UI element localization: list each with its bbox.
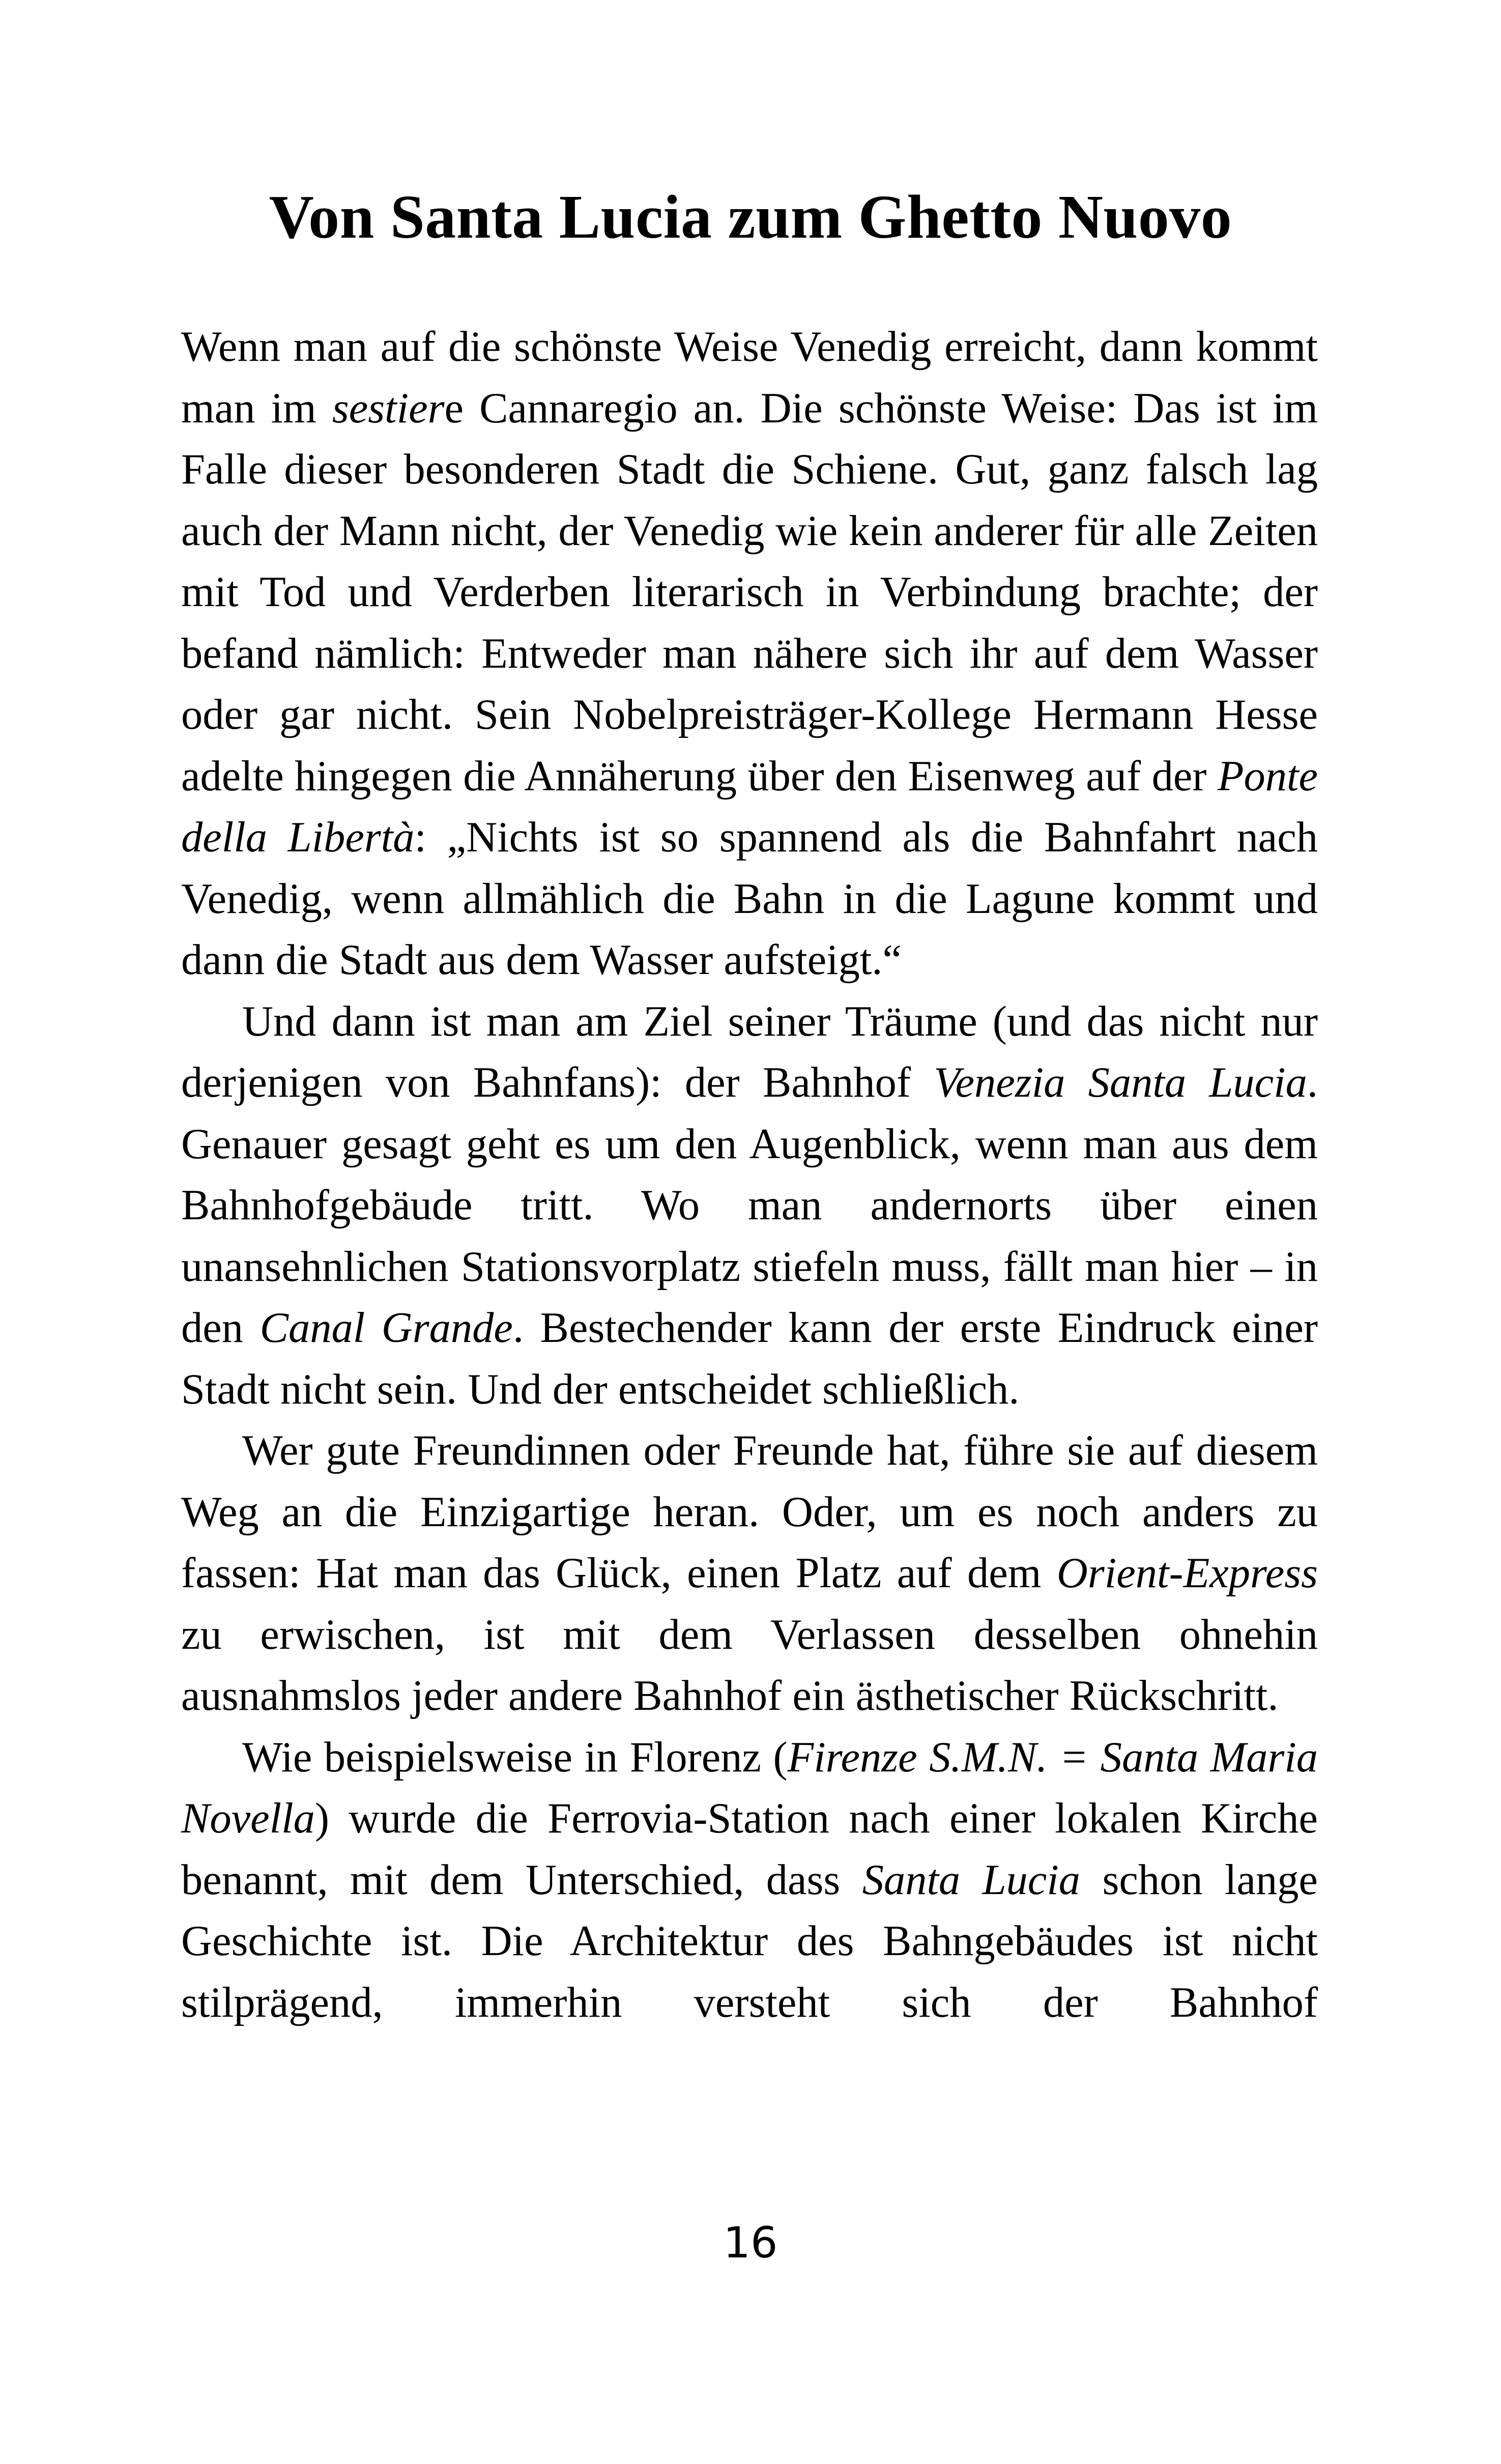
- text-run: Wie beispielsweise in Florenz (: [242, 1733, 788, 1781]
- text-run-italic: Ponte della Libertà: [181, 752, 1318, 861]
- text-run: : „Nichts ist so spannend als die Bahnfahrt nach Venedig, wenn allmählich die Bahn in die Lagune kommt und dann die Stadt aus dem Wasser aufsteigt.“: [181, 814, 1318, 984]
- paragraph-4: [181, 1727, 1318, 2034]
- text-run: zu erwischen, ist mit dem Verlassen desselben ohnehin ausnahmslos jeder andere Bahnhof ein ästhetischer Rückschritt.: [181, 1611, 1318, 1720]
- chapter-title: Von Santa Lucia zum Ghetto Nuovo: [269, 183, 1232, 251]
- text-run: Wenn man auf die schönste Weise Venedig erreicht, dann kommt man im: [181, 323, 1318, 432]
- text-run-italic: sestier: [332, 384, 445, 432]
- text-run: Wer gute Freundinnen oder Freunde hat, führe sie auf diesem Weg an die Einzigartige heran. Oder, um es noch anders zu fassen: Hat man das Glück, einen Platz auf dem: [181, 1427, 1318, 1597]
- text-run: . Bestechender kann der erste Eindruck einer Stadt nicht sein. Und der entscheidet schließlich.: [181, 1304, 1318, 1413]
- paragraph-2: [181, 991, 1318, 1421]
- text-run: e Cannaregio an. Die schönste Weise: Das ist im Falle dieser besonderen Stadt die Schiene. Gut, ganz falsch lag auch der Mann nicht, der Venedig wie kein anderer für alle Zeiten mit Tod und Verderben literarisch in Verbindung brachte; der befand nämlich: Entweder man nähere sich ihr auf dem Wasser oder gar nicht. Sein Nobelpreisträger-Kollege Hermann Hesse adelte hingegen die Annäherung über den Eisenweg auf der: [181, 384, 1318, 800]
- text-run: schon lange Geschichte ist. Die Architektur des Bahngebäudes ist nicht stilprägend, immerhin versteht sich der Bahnhof: [181, 1856, 1318, 2026]
- page-number: 16: [723, 2218, 778, 2268]
- body-text: [181, 317, 1318, 2033]
- text-run-italic: Santa Lucia: [862, 1856, 1081, 1904]
- paragraph-3: [181, 1420, 1318, 1727]
- text-run: Und dann ist man am Ziel seiner Träume (und das nicht nur derjenigen von Bahnfans): der Bahnhof: [181, 997, 1318, 1106]
- text-run-italic: Canal Grande: [259, 1304, 513, 1352]
- text-run: ) wurde die Ferrovia-Station nach einer lokalen Kirche benannt, mit dem Unterschied, dass: [181, 1795, 1318, 1904]
- text-run-italic: Orient-Express: [1056, 1550, 1318, 1597]
- text-run: . Genauer gesagt geht es um den Augenblick, wenn man aus dem Bahnhofgebäude tritt. Wo man andernorts über einen unansehnlichen Stationsvorplatz stiefeln muss, fällt man hier – in den: [181, 1059, 1318, 1352]
- text-run-italic: Venezia Santa Lucia: [934, 1059, 1307, 1106]
- paragraph-1: [181, 317, 1318, 991]
- text-run-italic: Firenze S.M.N. = Santa Maria Novella: [181, 1733, 1318, 1842]
